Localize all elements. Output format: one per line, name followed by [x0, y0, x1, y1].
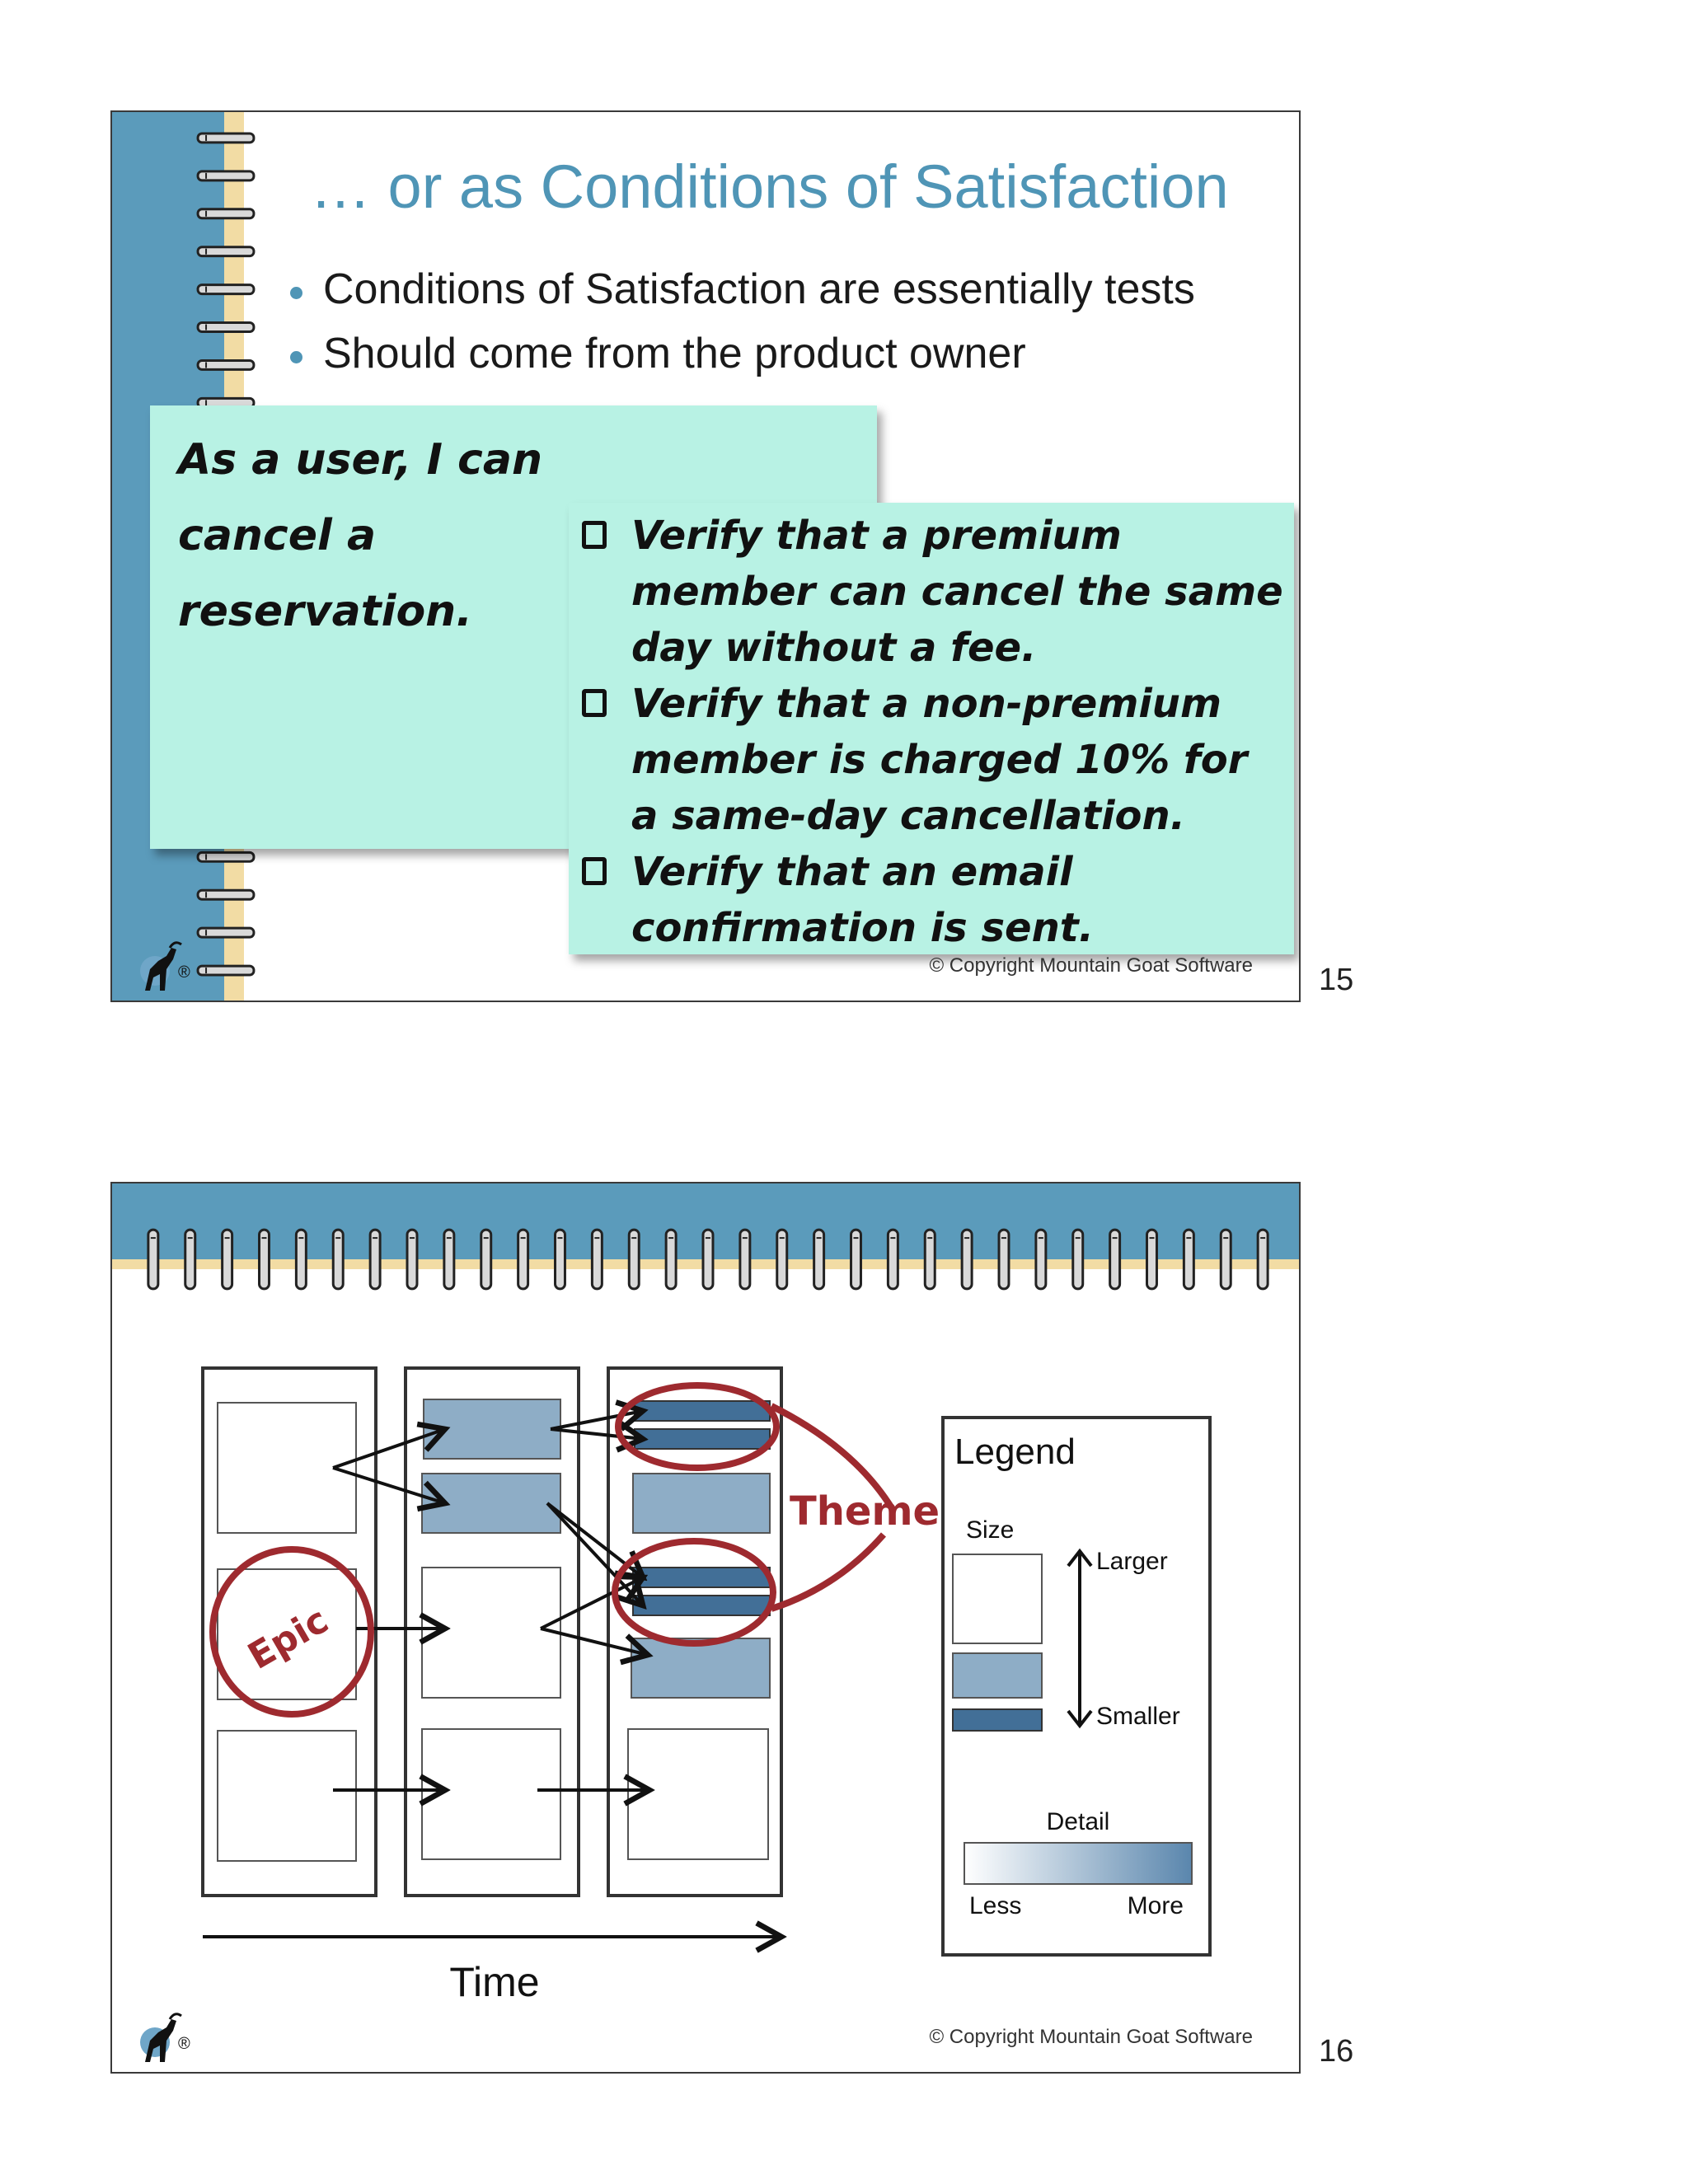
- legend-small-swatch: [953, 1709, 1042, 1731]
- spiral-ring-icon: [198, 966, 254, 975]
- spiral-ring-icon: [198, 134, 254, 143]
- small-story-box: [635, 1401, 770, 1421]
- condition-item: [579, 844, 1142, 956]
- page-number: 16: [1319, 2034, 1354, 2069]
- small-story-box: [635, 1429, 770, 1449]
- bullet-item: Conditions of Satisfaction are essentially tests: [287, 257, 1195, 321]
- legend-smaller-label: Smaller: [1096, 1703, 1180, 1730]
- spiral-ring-icon: [198, 171, 254, 180]
- slide-title: … or as Conditions of Satisfaction: [310, 152, 1229, 221]
- checkbox-icon: [582, 689, 607, 717]
- copyright-text: © Copyright Mountain Goat Software: [929, 2026, 1253, 2048]
- slide-epics-and-themes: [110, 1182, 1301, 2074]
- condition-text: Verify that an email confirmation is sent.: [631, 849, 1094, 951]
- spiral-ring-icon: [198, 928, 254, 937]
- spiral-ring-icon: [198, 285, 254, 294]
- condition-text: Verify that a premium member can cancel the same day without a fee.: [631, 513, 1283, 671]
- spiral-ring-icon: [198, 209, 254, 218]
- large-story-box: [218, 1731, 356, 1861]
- bullet-item: Should come from the product owner: [287, 321, 1195, 386]
- theme-circle: [615, 1541, 773, 1643]
- large-story-box: [422, 1568, 560, 1698]
- spiral-ring-icon: [198, 247, 254, 256]
- legend-less-label: Less: [969, 1892, 1022, 1919]
- legend-more-label: More: [1127, 1892, 1184, 1919]
- conditions-card: [569, 503, 1294, 954]
- medium-story-box: [631, 1638, 770, 1698]
- user-story-text: As a user, I can cancel a reservation.: [178, 435, 542, 636]
- large-story-box: [422, 1729, 560, 1859]
- theme-circle: [618, 1385, 776, 1468]
- checkbox-icon: [582, 521, 607, 549]
- condition-text: Verify that a non-premium member is charged 10% for a same-day cancellation.: [631, 681, 1248, 839]
- story-decomposition-diagram: [112, 1183, 1301, 2074]
- spiral-ring-icon: [198, 890, 254, 899]
- condition-item: [579, 508, 1291, 676]
- epic-annotation: Epic: [241, 1599, 335, 1678]
- detail-gradient-bar: [964, 1843, 1192, 1884]
- checkbox-icon: [582, 857, 607, 885]
- spiral-ring-icon: [198, 852, 254, 861]
- small-story-box: [633, 1568, 770, 1587]
- legend-detail-label: Detail: [1046, 1808, 1110, 1835]
- theme-connector: [771, 1535, 884, 1609]
- spiral-ring-icon: [198, 323, 254, 332]
- condition-item: [579, 676, 1282, 844]
- time-axis-label: Time: [449, 1959, 540, 2005]
- legend: [943, 1418, 1210, 1955]
- legend-larger-label: Larger: [1096, 1548, 1168, 1575]
- bullet-list: [287, 257, 1195, 386]
- mountain-goat-logo-icon: [134, 936, 199, 994]
- legend-large-swatch: [953, 1554, 1042, 1643]
- spiral-ring-icon: [198, 360, 254, 369]
- small-story-box: [633, 1596, 770, 1615]
- slide-conditions-of-satisfaction: [110, 110, 1301, 1002]
- page-number: 15: [1319, 963, 1354, 997]
- legend-medium-swatch: [953, 1653, 1042, 1698]
- registered-mark: ®: [178, 2035, 190, 2053]
- mountain-goat-logo-icon: [134, 2008, 199, 2065]
- medium-story-box: [633, 1474, 770, 1533]
- conditions-list: [579, 508, 1291, 956]
- large-story-box: [628, 1729, 768, 1859]
- theme-annotation: Theme: [790, 1488, 940, 1535]
- legend-size-label: Size: [966, 1516, 1015, 1544]
- registered-mark: ®: [178, 963, 190, 982]
- legend-title: Legend: [954, 1432, 1076, 1472]
- time-column-3: [608, 1368, 781, 1896]
- copyright-text: © Copyright Mountain Goat Software: [929, 954, 1253, 977]
